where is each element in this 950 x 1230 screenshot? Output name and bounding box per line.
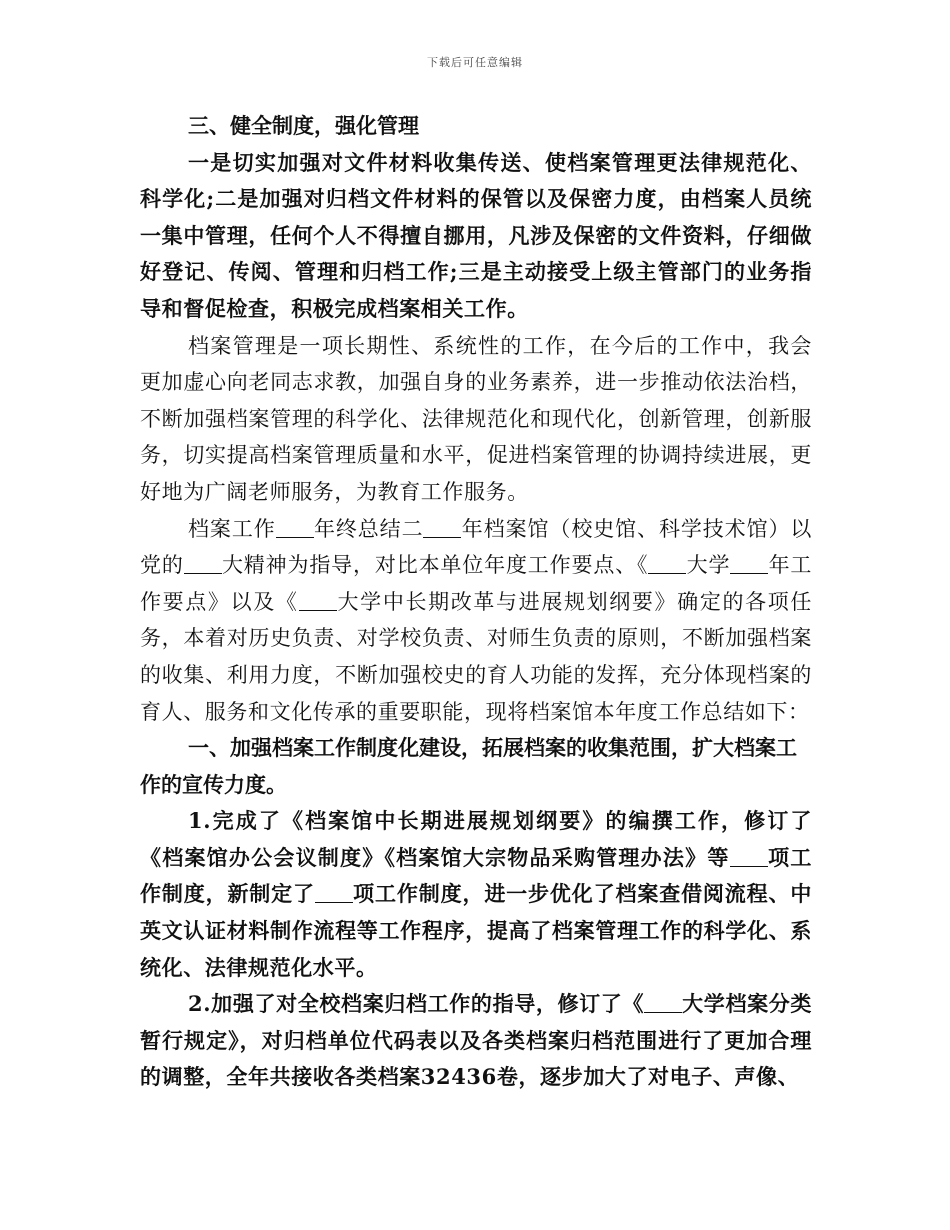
section-three-paragraph-2: 档案管理是一项长期性、系统性的工作，在今后的工作中，我会更加虚心向老同志求教，加强自身的业务素养，进一步推动依法治档，不断加强档案管理的科学化、法律规范化和现代化，创新管理，创新服务，切实提高档案管理质量和水平，促进档案管理的协调持续进展，更好地为广阔老师服务，为教育工作服务。 [140,333,812,504]
section-one-item-2 [140,986,812,1096]
item2-text-a: 2.加强了对全校档案归档工作的指导，修订了《 [188,991,645,1017]
blank-line [648,550,686,574]
blank-line [730,843,768,867]
item1-text-a: 1.完成了《档案馆中长期进展规划纲要》的编撰工作，修订了《档案馆办公会议制度》《档案馆大宗物品采购管理办法》等 [140,808,812,870]
blank-line [276,513,314,537]
blank-line [644,989,682,1013]
intro-text-7: 大学中长期改革与进展规划纲要》确定的各项任务，本着对历史负责、对学校负责、对师生负责的原则，不断加强档案的收集、利用力度，不断加强校史的育人功能的发挥，充分体现档案的育人、服务和文化传承的重要职能，现将档案馆本年度工作总结如下： [140,589,812,724]
annual-summary-intro [140,511,812,731]
intro-text-2: 年终总结二 [313,516,424,541]
blank-line [184,550,222,574]
item1-text-c: 项工作制度，进一步优化了档案查借阅流程、中英文认证材料制作流程等工作程序，提高了档案管理工作的科学化、系统化、法律规范化水平。 [140,881,812,980]
intro-text-1: 档案工作 [188,516,276,541]
section-one-item-1 [140,803,812,986]
intro-text-5: 大学 [686,553,731,578]
section-three-heading: 三、健全制度，强化管理 [188,113,419,138]
blank-line [730,550,768,574]
page-header: 下载后可任意编辑 [427,56,523,69]
blank-line [423,513,461,537]
intro-text-4: 大精神为指导，对比本单位年度工作要点、《 [221,553,649,578]
section-one-heading: 一、加强档案工作制度化建设，拓展档案的收集范围，扩大档案工作的宣传力度。 [140,735,797,797]
intro-text-3: 年档案馆（校史馆、科学技术馆）以党的 [140,516,812,578]
section-three-paragraph-1: 一是切实加强对文件材料收集传送、使档案管理更法律规范化、科学化;二是加强对归档文件材料的保管以及保密力度，由档案人员统一集中管理，任何个人不得擅自挪用，凡涉及保密的文件资料，仔细做好登记、传阅、管理和归档工作;三是主动接受上级主管部门的业务指导和督促检查，积极完成档案相关工作。 [140,149,812,321]
blank-line [299,587,337,611]
item1-text-b: 项工作制度，新制定了 [140,844,812,907]
blank-line [315,879,353,903]
intro-text-6: 年工作要点》以及《 [140,553,813,614]
document-body [140,108,812,1096]
item2-text-b: 大学档案分类暂行规定》，对归档单位代码表以及各类档案归档范围进行了更加合理的调整，全年共接收各类档案32436卷，逐步加大了对电子、声像、 [140,991,812,1090]
